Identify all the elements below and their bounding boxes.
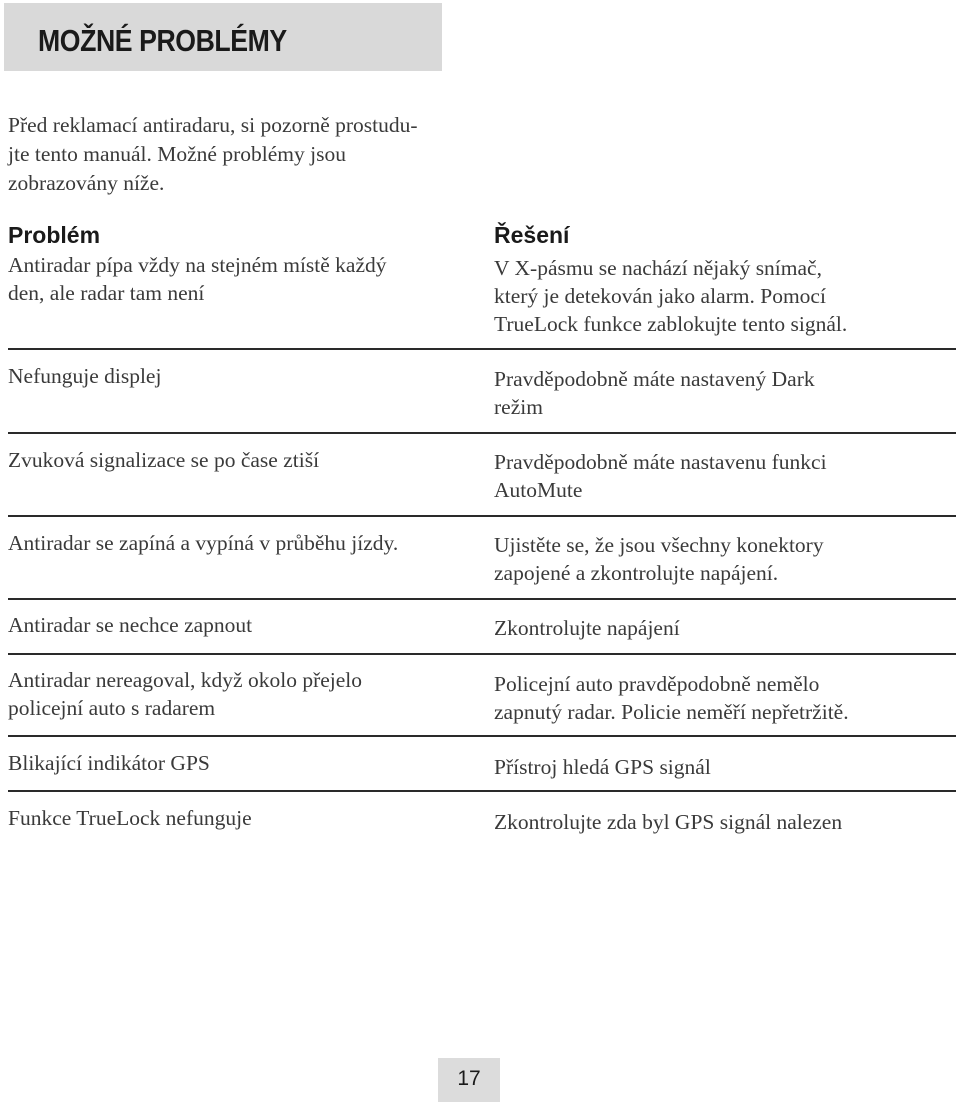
problem-line: Antiradar se nechce zapnout [8, 613, 253, 637]
problem-line: Funkce TrueLock nefunguje [8, 806, 252, 830]
solution-cell [494, 808, 842, 836]
problem-cell [8, 251, 387, 307]
solution-column-header: Řešení [494, 222, 570, 248]
solution-line: Pravděpodobně máte nastavenu funkci [494, 450, 827, 474]
solution-line: V X-pásmu se nachází nějaký snímač, [494, 256, 822, 280]
row-divider [8, 790, 956, 792]
solution-line: který je detekován jako alarm. Pomocí [494, 284, 826, 308]
problem-line: Antiradar se zapíná a vypíná v průběhu jízdy. [8, 531, 399, 555]
problem-cell [8, 446, 319, 474]
solution-line: TrueLock funkce zablokujte tento signál. [494, 312, 848, 336]
problem-cell [8, 749, 210, 777]
solution-line: režim [494, 395, 543, 419]
problem-cell [8, 666, 362, 722]
row-divider [8, 348, 956, 350]
solution-line: zapnutý radar. Policie neměří nepřetržitě. [494, 700, 849, 724]
problem-line: den, ale radar tam není [8, 281, 205, 305]
solution-cell [494, 753, 711, 781]
problem-line: policejní auto s radarem [8, 696, 216, 720]
solution-line: Zkontrolujte napájení [494, 616, 680, 640]
solution-cell [494, 254, 847, 338]
problem-line: Blikající indikátor GPS [8, 751, 210, 775]
row-divider [8, 598, 956, 600]
row-divider [8, 735, 956, 737]
solution-cell [494, 531, 824, 587]
intro-line: zobrazovány níže. [8, 171, 165, 195]
problem-line: Nefunguje displej [8, 364, 162, 388]
solution-line: Ujistěte se, že jsou všechny konektory [494, 533, 824, 557]
problem-cell [8, 804, 252, 832]
problem-line: Antiradar pípa vždy na stejném místě každý [8, 253, 387, 277]
solution-line: Policejní auto pravděpodobně nemělo [494, 672, 820, 696]
title-banner [4, 3, 442, 71]
solution-cell [494, 365, 815, 421]
intro-line: jte tento manuál. Možné problémy jsou [8, 142, 346, 166]
problem-cell [8, 529, 398, 557]
problem-line: Zvuková signalizace se po čase ztiší [8, 448, 320, 472]
solution-cell [494, 670, 849, 726]
page-number-box [438, 1058, 500, 1102]
problem-cell [8, 362, 161, 390]
solution-cell [494, 614, 680, 642]
solution-line: Přístroj hledá GPS signál [494, 755, 711, 779]
page-title: MOŽNÉ PROBLÉMY [38, 23, 287, 58]
row-divider [8, 653, 956, 655]
page-number: 17 [457, 1067, 481, 1090]
row-divider [8, 432, 956, 434]
solution-line: Pravděpodobně máte nastavený Dark [494, 367, 815, 391]
intro-line: Před reklamací antiradaru, si pozorně prostudu- [8, 113, 418, 137]
solution-line: Zkontrolujte zda byl GPS signál nalezen [494, 810, 843, 834]
solution-line: zapojené a zkontrolujte napájení. [494, 561, 779, 585]
problem-column-header: Problém [8, 222, 101, 248]
solution-cell [494, 448, 827, 504]
row-divider [8, 515, 956, 517]
problem-cell [8, 611, 252, 639]
intro-paragraph [8, 111, 468, 198]
solution-line: AutoMute [494, 478, 583, 502]
problem-line: Antiradar nereagoval, když okolo přejelo [8, 668, 363, 692]
